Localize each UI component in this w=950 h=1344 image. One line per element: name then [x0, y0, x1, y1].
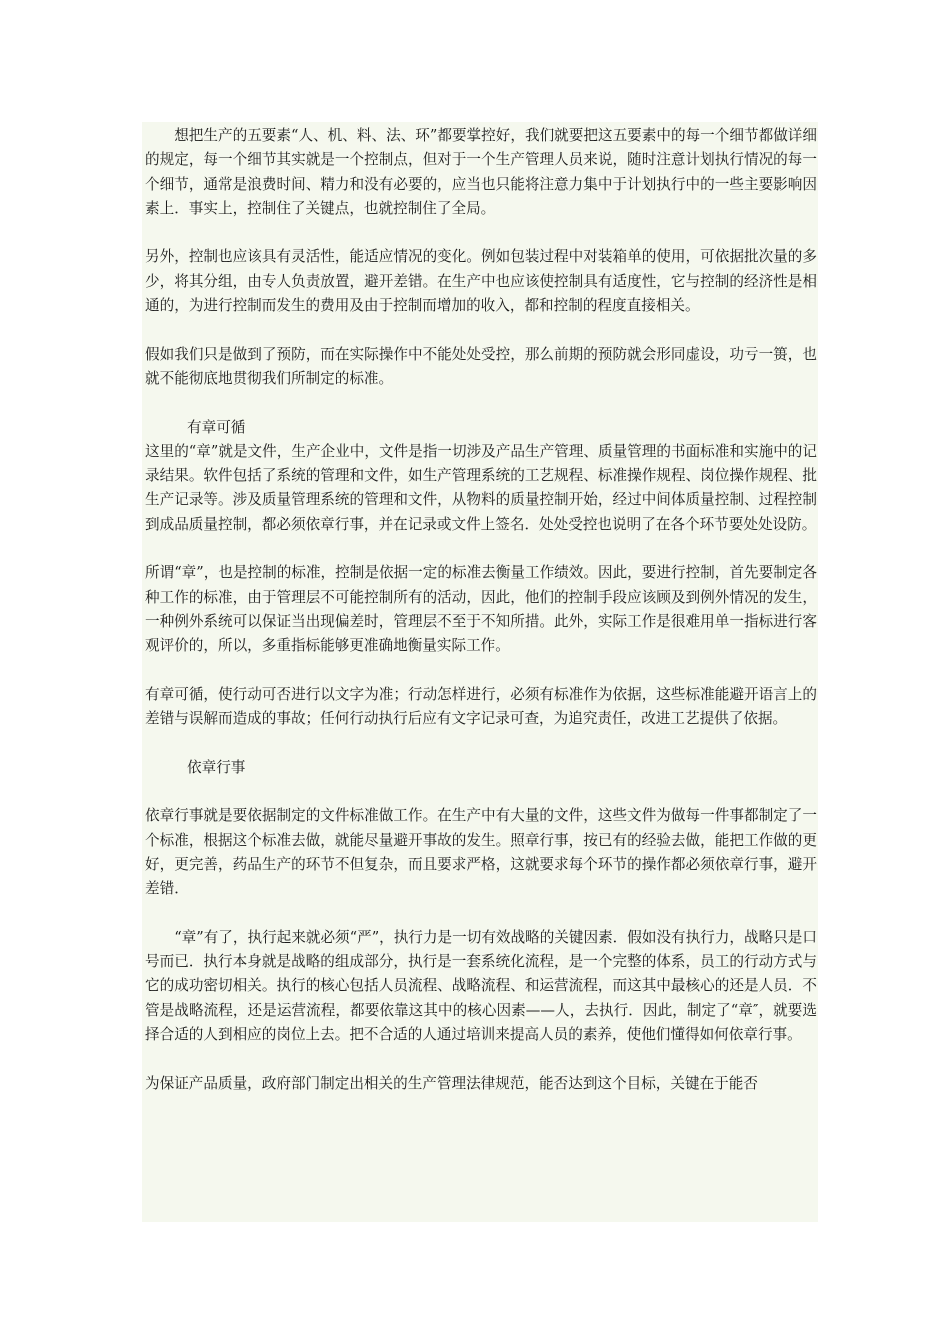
paragraph-flexibility: 另外，控制也应该具有灵活性，能适应情况的变化。例如包装过程中对装箱单的使用，可依据批次量的多少，将其分组，由专人负责放置，避开差错。在生产中也应该使控制具有适度性，它与控制的经济性是相通的，为进行控制而发生的费用及由于控制而增加的收入，都和控制的程度直接相关。	[145, 248, 817, 315]
paragraph-rules-basis: 有章可循，使行动可否进行以文字为准；行动怎样进行，必须有标准作为依据，这些标准能避开语言上的差错与误解而造成的事故；任何行动执行后应有文字记录可查，为追究责任，改进工艺提供了依据。	[145, 685, 817, 728]
paragraph-prevention: 假如我们只是做到了预防，而在实际操作中不能处处受控，那么前期的预防就会形同虚设，功亏一篑，也就不能彻底地贯彻我们所制定的标准。	[145, 345, 817, 387]
paragraph-act-by-rules: 依章行事就是要依据制定的文件标准做工作。在生产中有大量的文件，这些文件为做每一件事都制定了一个标准，根据这个标准去做，就能尽量避开事故的发生。照章行事，按已有的经验去做，能把工作做的更好，更完善，药品生产的环节不但复杂，而且要求严格，这就要求每个环节的操作都必须依章行事，避开差错．	[145, 807, 817, 898]
document-body	[145, 124, 817, 1096]
section-heading-act-by-rules: 依章行事	[187, 758, 246, 776]
paragraph-control-standard: 所谓“章”，也是控制的标准，控制是依据一定的标准去衡量工作绩效。因此，要进行控制，首先要制定各种工作的标准，由于管理层不可能控制所有的活动，因此，他们的控制手段应该顾及到例外情况的发生，一种例外系统可以保证当出现偏差时，管理层不至于不知所措。此外，实际工作是很难用单一指标进行客观评价的，所以，多重指标能够更准确地衡量实际工作。	[145, 564, 817, 655]
paragraph-five-elements: 想把生产的五要素“人、机、料、法、环”都要掌控好，我们就要把这五要素中的每一个细节都做详细的规定，每一个细节其实就是一个控制点，但对于一个生产管理人员来说，随时注意计划执行情况的每一个细节，通常是浪费时间、精力和没有必要的，应当也只能将注意力集中于计划执行中的一些主要影响因素上．事实上，控制住了关键点，也就控制住了全局。	[145, 127, 817, 217]
paragraph-execution: “章”有了，执行起来就必须“严”，执行力是一切有效战略的关键因素．假如没有执行力，战略只是口号而已．执行本身就是战略的组成部分，执行是一套系统化流程，是一个完整的体系，员工的行动方式与它的成功密切相关。执行的核心包括人员流程、战略流程、和运营流程，而这其中最核心的还是人员．不管是战略流程，还是运营流程，都要依靠这其中的核心因素——人，去执行．因此，制定了“章″，就要选择合适的人到相应的岗位上去。把不合适的人通过培训来提高人员的素养，使他们懂得如何依章行事。	[145, 928, 817, 1043]
section-heading-rules-to-follow: 有章可循	[187, 418, 246, 436]
paragraph-quality-assurance: 为保证产品质量，政府部门制定出相关的生产管理法律规范，能否达到这个目标，关键在于能否	[145, 1074, 758, 1092]
paragraph-documents: 这里的“章”就是文件，生产企业中，文件是指一切涉及产品生产管理、质量管理的书面标准和实施中的记录结果。软件包括了系统的管理和文件，如生产管理系统的工艺规程、标准操作规程、岗位操作规程、批生产记录等。涉及质量管理系统的管理和文件，从物料的质量控制开始，经过中间体质量控制、过程控制到成品质量控制，都必须依章行事，并在记录或文件上签名．处处受控也说明了在各个环节要处处设防。	[145, 442, 817, 533]
